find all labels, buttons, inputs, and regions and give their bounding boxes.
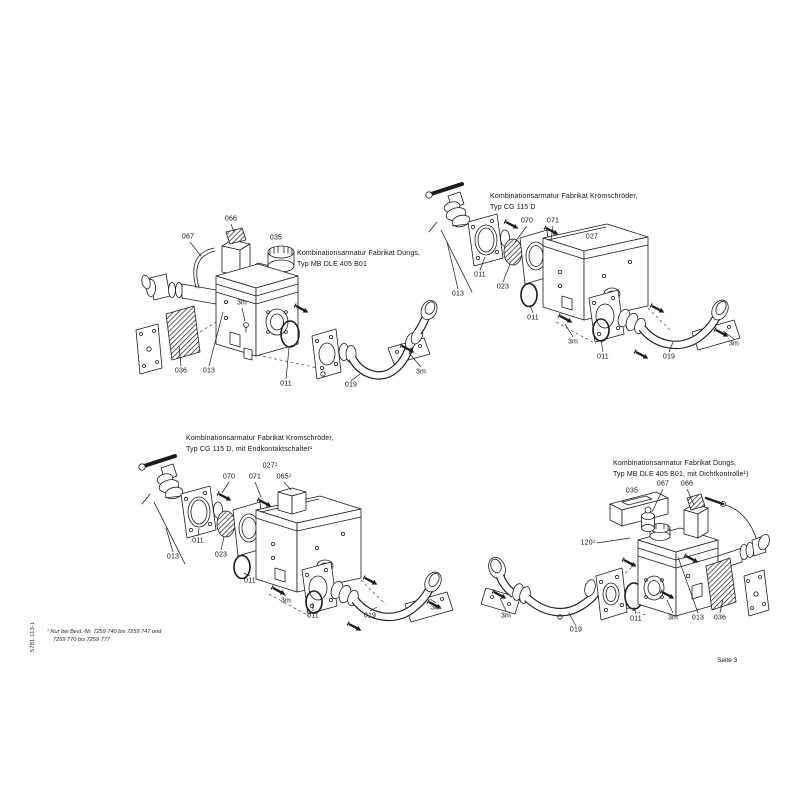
part-label-071: 071 [546, 217, 560, 225]
title-line-1: Kombinationsarmatur Fabrikat Kromschröder, [490, 193, 638, 200]
title-line-1: Kombinationsarmatur Fabrikat Dungs, [613, 460, 737, 467]
part-label-019: 019 [344, 381, 358, 389]
part-label-3m: 3m [728, 340, 740, 348]
part-label-036: 036 [174, 367, 188, 375]
part-label-011: 011 [597, 353, 609, 361]
title-line-2: Typ MB DLE 405 B01, mit Dichtkontrolle¹) [613, 470, 749, 478]
part-label-3m: 3m [430, 604, 442, 612]
part-label-035: 035 [625, 487, 639, 495]
part-label-3m: 3m [415, 368, 427, 376]
diagram-title-kromschroeder-top-right [490, 192, 638, 213]
part-label-065: 065¹ [276, 473, 292, 481]
part-label-066: 066 [224, 215, 238, 223]
part-label-011: 011 [280, 380, 292, 388]
assembly-kromschroeder-bottom-left [139, 456, 453, 633]
part-label-013: 013 [691, 614, 705, 622]
diagram-title-dungs-top-left [297, 249, 420, 270]
footnote [47, 628, 161, 644]
title-line-2: Typ CG 115 D, mit Endkontaktschalter¹ [186, 445, 313, 453]
diagram-title-kromschroeder-bottom-left [186, 434, 334, 455]
part-label-067: 067 [181, 233, 195, 241]
part-label-013: 013 [166, 553, 180, 561]
document-side-code: 5781 113-1 [30, 621, 36, 652]
part-label-035: 035 [269, 234, 283, 242]
diagram-title-dungs-bottom-right [613, 459, 749, 480]
title-line-2: Typ MB DLE 405 B01 [297, 260, 368, 268]
part-label-3m: 3m [567, 338, 579, 346]
part-label-3m: 3m [667, 614, 679, 622]
part-label-070: 070 [222, 473, 236, 481]
assembly-dungs-bottom-right [481, 489, 771, 626]
part-label-067: 067 [656, 480, 670, 488]
title-line-2: Typ CG 115 D [490, 203, 536, 211]
part-label-120: 120¹ [580, 539, 596, 547]
part-label-027: 027 [585, 233, 599, 241]
part-label-011: 011 [307, 612, 319, 620]
page-number: Seite 3 [717, 657, 738, 664]
part-label-023: 023 [496, 283, 510, 291]
footnote-line-2: 7259 770 bis 7259 777 [53, 637, 110, 643]
part-label-019: 019 [569, 626, 583, 634]
part-label-070: 070 [520, 217, 534, 225]
title-line-1: Kombinationsarmatur Fabrikat Kromschröder, [186, 435, 334, 442]
part-label-011: 011 [244, 577, 256, 585]
part-label-071: 071 [248, 473, 262, 481]
title-line-1: Kombinationsarmatur Fabrikat Dungs, [297, 250, 421, 257]
part-label-036: 036 [713, 614, 727, 622]
part-label-019: 019 [662, 353, 676, 361]
footnote-line-1: ¹ Nur bei Best.-Nr. 7259 740 bis 7259 747 und [47, 629, 162, 635]
part-label-019: 019 [363, 612, 377, 620]
part-label-3m: 3m [236, 299, 248, 307]
part-label-027: 027¹ [262, 462, 278, 470]
assembly-dungs-top-left [136, 224, 440, 381]
part-label-013: 013 [451, 290, 465, 298]
part-label-011: 011 [630, 615, 642, 623]
part-label-3m: 3m [500, 612, 512, 620]
part-label-023: 023 [214, 551, 228, 559]
part-label-013: 013 [202, 367, 216, 375]
end-switch-box [278, 488, 306, 514]
part-label-011: 011 [192, 537, 204, 545]
part-label-011: 011 [474, 271, 486, 279]
part-label-066: 066 [680, 480, 694, 488]
part-label-3m: 3m [280, 597, 292, 605]
part-label-011: 011 [527, 314, 539, 322]
